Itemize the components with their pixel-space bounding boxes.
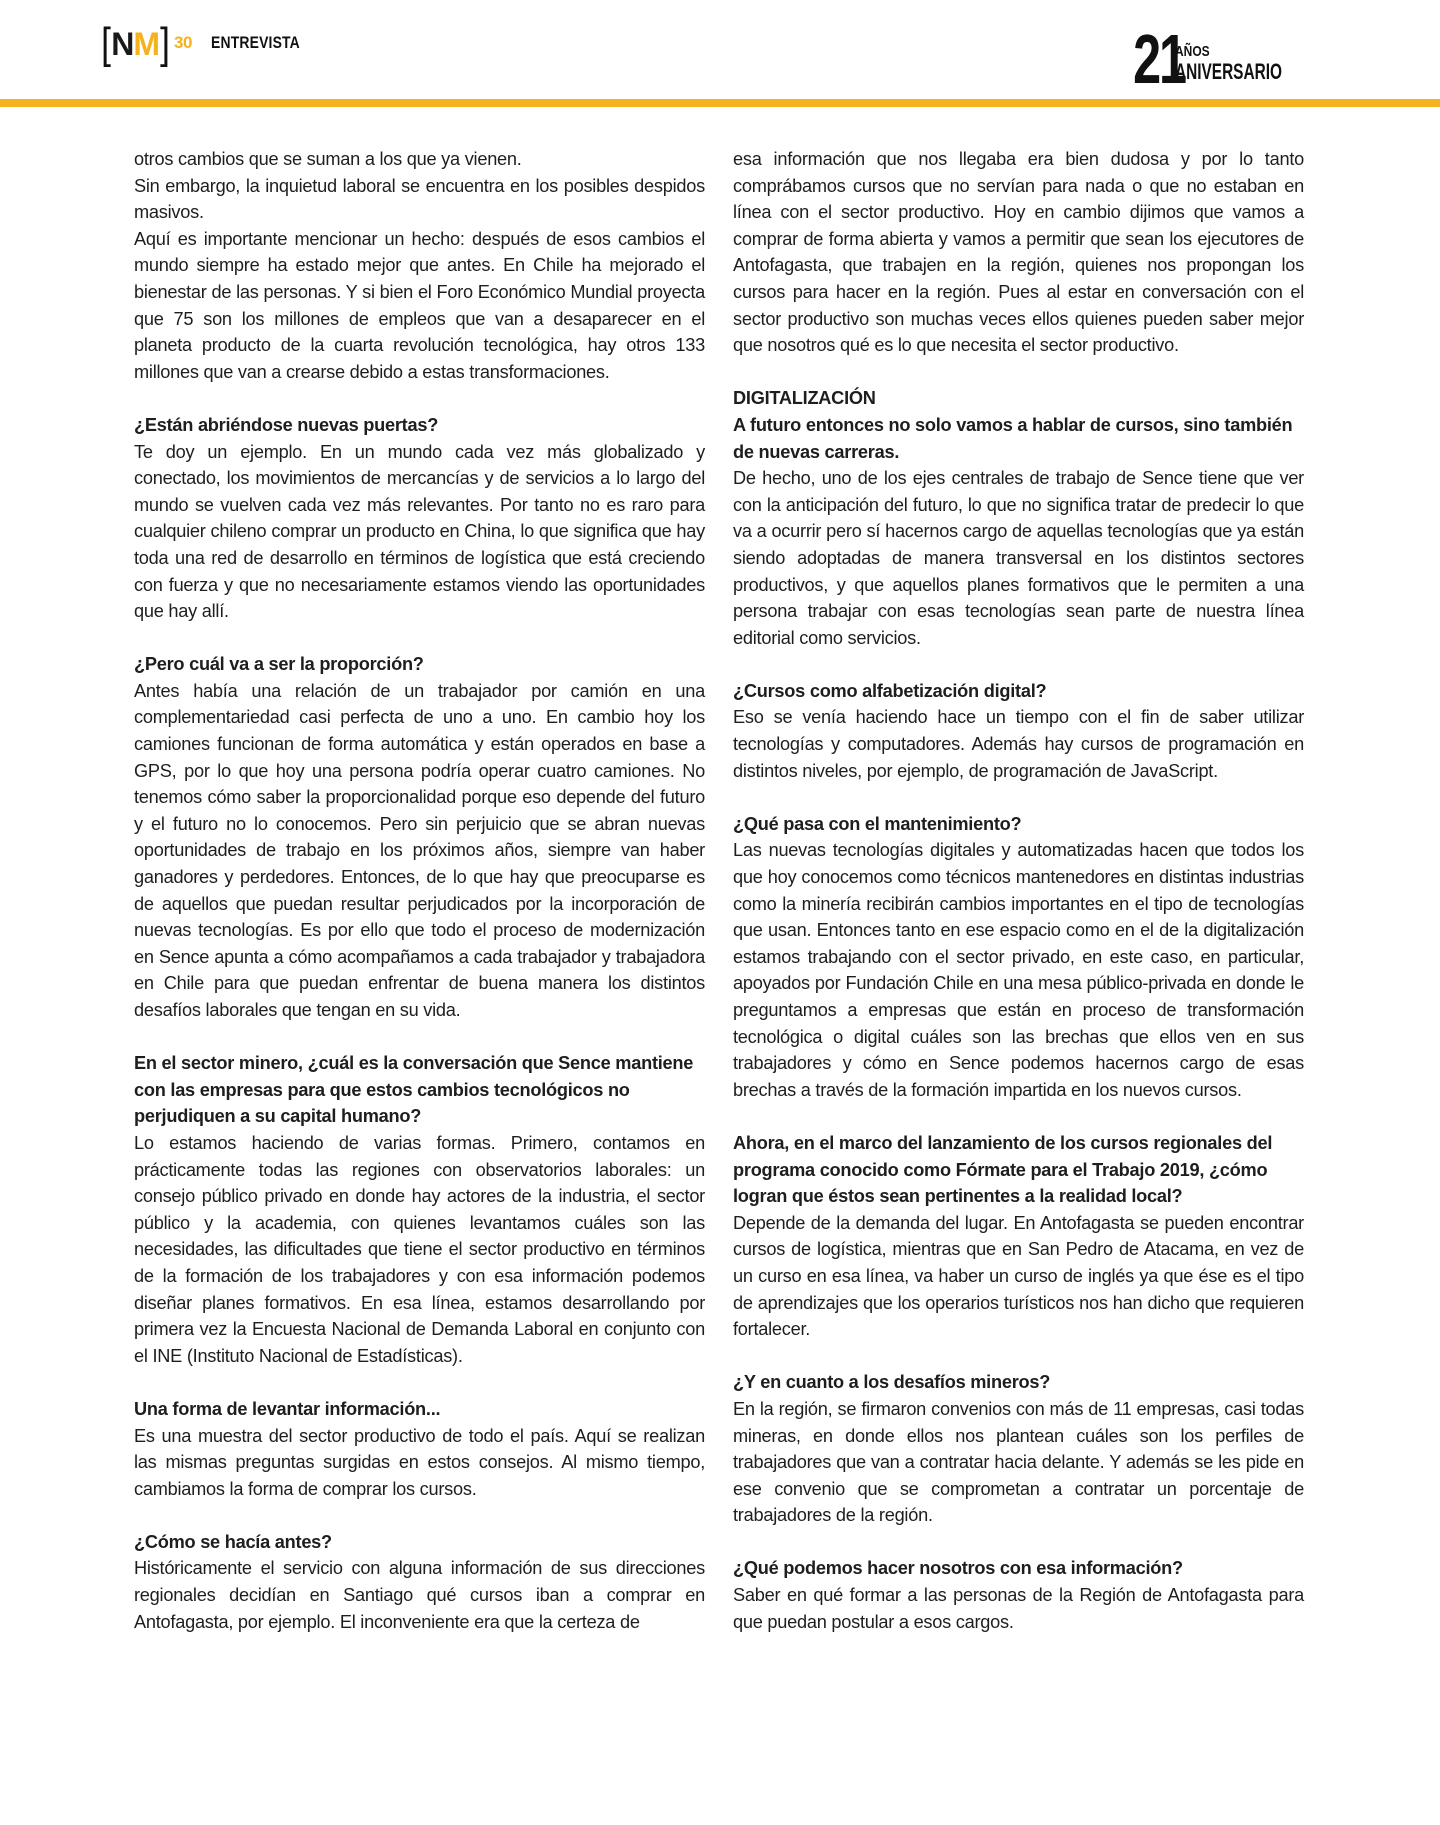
answer-paragraph: Sin embargo, la inquietud laboral se encuentra en los posibles despidos masivos.: [134, 175, 705, 223]
paragraph-spacer: [733, 1343, 1304, 1370]
paragraph-spacer: [733, 1529, 1304, 1556]
interview-question: ¿Cómo se hacía antes?: [134, 1531, 332, 1552]
paragraph-spacer: [134, 1502, 705, 1529]
logo-letter-n: N: [111, 25, 134, 62]
answer-paragraph: Aquí es importante mencionar un hecho: después de esos cambios el mundo siempre ha estado mejor que antes. En Chile ha mejorado el bienestar de las personas. Y si bien el Foro Económico Mundial proyecta que 75 son los millones de empleos que van a desaparecer en el planeta producto de la cuarta revolución tecnológica, hay otros 133 millones que van a crearse debido a estas transformaciones.: [134, 228, 705, 382]
section-kicker: DIGITALIZACIÓN: [733, 388, 876, 409]
interview-question: ¿Qué pasa con el mantenimiento?: [733, 813, 1022, 834]
interview-question: ¿Están abriéndose nuevas puertas?: [134, 414, 439, 435]
logo-right-bracket: ]: [160, 19, 170, 68]
logo-letter-m: M: [133, 25, 159, 62]
answer-paragraph: Antes había una relación de un trabajador por camión en una complementariedad casi perfecta de uno a uno. En cambio hoy los camiones funcionan de forma automática y están operados en base a GPS, por lo que hoy una persona podría operar cuatro camiones. No tenemos cómo saber la proporcionalidad porque eso depende del futuro y el futuro no lo conocemos. Pero sin perjuicio que se abran nuevas oportunidades de trabajo en los próximos años, siempre van haber ganadores y perdedores. Entonces, de lo que hay que preocuparse es de aquellos que puedan resultar perjudicados por la incorporación de nuevas tecnologías. Es por ello que todo el proceso de modernización en Sence apunta a cómo acompañamos a cada trabajador y trabajadora en Chile para que puedan enfrentar de buena manera los distintos desafíos laborales que tengan en su vida.: [134, 680, 705, 1020]
answer-paragraph: esa información que nos llegaba era bien dudosa y por lo tanto comprábamos cursos que no servían para nada o que no estaban en línea con el sector productivo. Hoy en cambio dijimos que vamos a comprar de forma abierta y vamos a permitir que sean los ejecutores de Antofagasta, que trabajen en la región, quienes nos propongan los cursos para hacer en la región. Pues al estar en conversación con el sector productivo son muchas veces ellos quienes pueden saber mejor que nosotros qué es lo que necesita el sector productivo.: [733, 149, 1304, 356]
paragraph-spacer: [134, 1369, 705, 1396]
section-title: ENTREVISTA: [211, 33, 300, 52]
answer-paragraph: Saber en qué formar a las personas de la Región de Antofagasta para que puedan postular a esos cargos.: [733, 1585, 1304, 1632]
answer-paragraph: Lo estamos haciendo de varias formas. Primero, contamos en prácticamente todas las regiones con observatorios laborales: un consejo público privado en donde hay actores de la industria, el sector público y la academia, con quienes levantamos cuáles son las necesidades, las dificultades que tiene el sector productivo en términos de la formación de los trabajadores y con esa información podemos diseñar planes formativos. En esa línea, estamos desarrollando por primera vez la Encuesta Nacional de Demanda Laboral en conjunto con el INE (Instituto Nacional de Estadísticas).: [134, 1132, 705, 1366]
answer-paragraph: De hecho, uno de los ejes centrales de trabajo de Sence tiene que ver con la anticipación del futuro, lo que no significa tratar de predecir lo que va a ocurrir pero sí hacernos cargo de aquellas tecnologías que ya están siendo adoptadas de manera transversal en los distintos sectores productivos, y que aquellos planes formativos que le permiten a una persona trabajar con esas tecnologías sean parte de nuestra línea editorial como servicios.: [733, 468, 1304, 648]
right-column: [733, 146, 1304, 1635]
answer-paragraph: Es una muestra del sector productivo de todo el país. Aquí se realizan las mismas preguntas surgidas en estos consejos. Al mismo tiempo, cambiamos la forma de comprar los cursos.: [134, 1425, 705, 1499]
interview-question: A futuro entonces no solo vamos a hablar de cursos, sino también de nuevas carreras.: [733, 414, 1293, 462]
paragraph-spacer: [134, 625, 705, 652]
page-number: 30: [174, 33, 192, 52]
answer-paragraph: Eso se venía haciendo hace un tiempo con el fin de saber utilizar tecnologías y computadores. Además hay cursos de programación en distintos niveles, por ejemplo, de programación de JavaScript.: [733, 707, 1304, 781]
paragraph-spacer: [733, 784, 1304, 811]
answer-paragraph: Las nuevas tecnologías digitales y automatizadas hacen que todos los que hoy conocemos como técnicos mantenedores en distintas industrias como la minería recibirán cambios importantes en el tipo de tecnologías que usan. Entonces tanto en ese espacio como en el de la digitalización estamos trabajando con el sector privado, en este caso, en particular, apoyados por Fundación Chile en una mesa público-privada en donde le preguntamos a empresas que están en proceso de transformación tecnológica o digital cuáles son las brechas que ellos ven en sus trabajadores y cómo en Sence podemos hacernos cargo de esas brechas a través de la formación impartida en los nuevos cursos.: [733, 840, 1304, 1100]
interview-question: Una forma de levantar información...: [134, 1398, 441, 1419]
anniversary-number: 21: [1133, 20, 1186, 98]
page-header: [0, 0, 1440, 108]
interview-question: ¿Cursos como alfabetización digital?: [733, 680, 1047, 701]
interview-question: ¿Y en cuanto a los desafíos mineros?: [733, 1372, 1051, 1393]
left-column: [134, 146, 705, 1635]
paragraph-spacer: [733, 651, 1304, 678]
answer-paragraph: En la región, se firmaron convenios con más de 11 empresas, casi todas mineras, en donde ellos nos plantean cuáles son los perfiles de trabajadores que van a contratar hacia delante. Y además se les pide en ese convenio que se comprometan a contratar un porcentaje de trabajadores de la región.: [733, 1398, 1304, 1526]
interview-question: Ahora, en el marco del lanzamiento de los cursos regionales del programa conocido como Fórmate para el Trabajo 2019, ¿cómo logran que éstos sean pertinentes a la realidad local?: [733, 1132, 1273, 1207]
interview-question: ¿Pero cuál va a ser la proporción?: [134, 654, 424, 675]
interview-question: ¿Qué podemos hacer nosotros con esa información?: [733, 1558, 1183, 1579]
anniversary-years: AÑOS: [1175, 43, 1210, 60]
answer-paragraph: Depende de la demanda del lugar. En Antofagasta se pueden encontrar cursos de logística, mientras que en San Pedro de Atacama, en vez de un curso en esa línea, va haber un curso de inglés ya que ése es el tipo de aprendizajes que los operarios turísticos nos han dicho que requieren fortalecer.: [733, 1212, 1304, 1340]
paragraph-spacer: [733, 359, 1304, 386]
answer-paragraph: Te doy un ejemplo. En un mundo cada vez más globalizado y conectado, los movimientos de mercancías y de servicios a lo largo del mundo se vuelven cada vez más relevantes. Por tanto no es raro para cualquier chileno comprar un producto en China, lo que significa que hay toda una red de desarrollo en términos de logística que está creciendo con fuerza y que no necesariamente estamos viendo las oportunidades que hay allí.: [134, 441, 705, 622]
answer-paragraph: Históricamente el servicio con alguna información de sus direcciones regionales decidían en Santiago qué cursos iban a comprar en Antofagasta, por ejemplo. El inconveniente era que la certeza de: [134, 1558, 705, 1632]
anniversary-words: [1175, 44, 1328, 84]
paragraph-spacer: [134, 1024, 705, 1051]
magazine-logo: [100, 19, 170, 68]
answer-paragraph: otros cambios que se suman a los que ya vienen.: [134, 149, 522, 169]
header-rule: [0, 99, 1440, 107]
logo-left-bracket: [: [101, 19, 111, 68]
paragraph-spacer: [733, 1103, 1304, 1130]
anniversary-label: ANIVERSARIO: [1175, 59, 1283, 84]
interview-question: En el sector minero, ¿cuál es la conversación que Sence mantiene con las empresas para que estos cambios tecnológicos no perjudiquen a su capital humano?: [134, 1053, 694, 1127]
anniversary-badge: [1113, 20, 1328, 98]
paragraph-spacer: [134, 385, 705, 412]
